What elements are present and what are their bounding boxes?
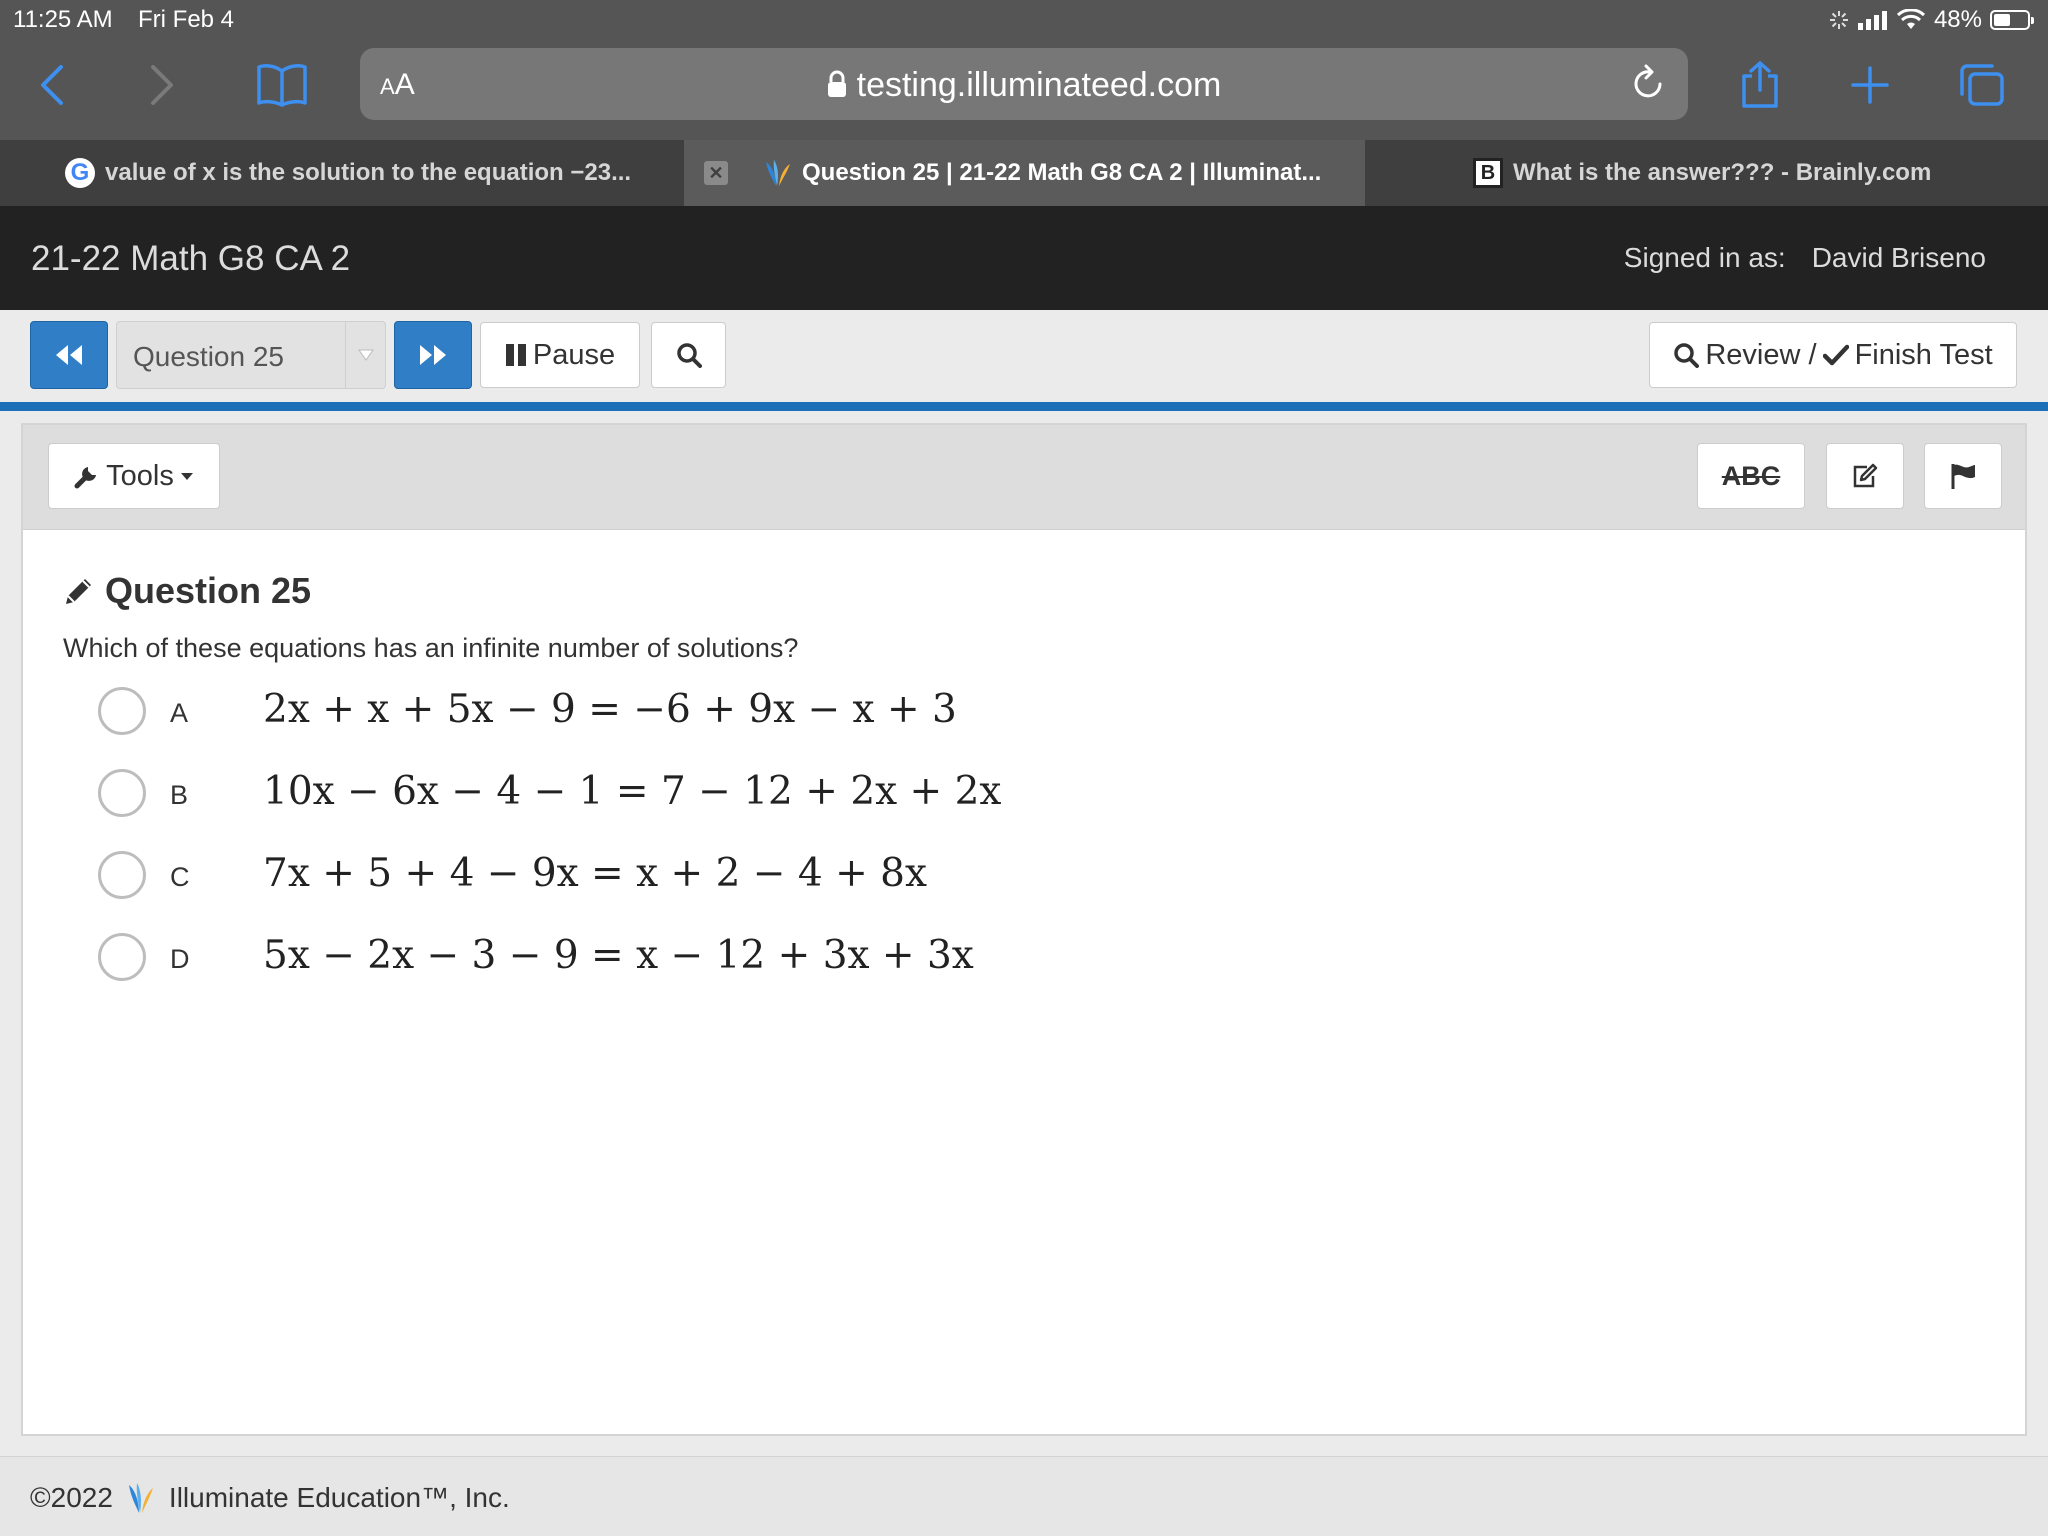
edit-icon — [1851, 463, 1879, 489]
pause-icon — [505, 343, 527, 367]
choice-equation: 2x + x + 5x − 9 = −6 + 9x − x + 3 — [263, 687, 957, 732]
question-nav-bar — [0, 310, 2048, 402]
battery-percent: 48% — [1933, 6, 1982, 33]
question-prompt: Which of these equations has an infinite number of solutions? — [63, 633, 799, 663]
address-bar[interactable] — [360, 48, 1688, 120]
tools-label: Tools — [106, 459, 174, 492]
activity-icon — [1828, 9, 1850, 31]
abc-strikethrough-icon: ABC — [1721, 460, 1781, 491]
tab-label: Question 25 | 21-22 Math G8 CA 2 | Illuminat... — [802, 159, 1322, 186]
next-question-button[interactable] — [394, 321, 472, 389]
answer-choice-c[interactable] — [98, 845, 1098, 905]
answer-choice-d[interactable] — [98, 927, 1098, 987]
answer-choice-a[interactable] — [98, 681, 1098, 741]
question-select[interactable] — [116, 321, 386, 389]
choice-equation: 7x + 5 + 4 − 9x = x + 2 − 4 + 8x — [263, 851, 927, 896]
wrench-icon — [74, 463, 100, 489]
book-icon — [256, 63, 308, 107]
radio-button[interactable] — [98, 851, 146, 899]
status-date: Fri Feb 4 — [138, 6, 235, 33]
tools-bar — [23, 425, 2025, 530]
tab-label: What is the answer??? - Brainly.com — [1513, 159, 1932, 186]
url-text: testing.illuminateed.com — [856, 66, 1222, 104]
question-panel — [21, 423, 2027, 1436]
new-tab-button[interactable] — [1840, 60, 1900, 110]
google-icon: G — [65, 158, 95, 188]
chevron-left-icon — [37, 63, 67, 107]
choice-equation: 5x − 2x − 3 − 9 = x − 12 + 3x + 3x — [263, 933, 974, 978]
page-footer — [0, 1456, 2048, 1536]
search-icon — [1673, 342, 1699, 368]
caret-down-icon — [345, 322, 385, 388]
choice-equation: 10x − 6x − 4 − 1 = 7 − 12 + 2x + 2x — [263, 769, 1002, 814]
pause-label: Pause — [532, 338, 616, 371]
tab-label: value of x is the solution to the equation −23... — [105, 159, 632, 186]
pencil-icon — [63, 575, 95, 607]
illuminate-logo-icon — [764, 158, 792, 188]
company-name: Illuminate Education™, Inc. — [168, 1482, 510, 1513]
illuminate-logo-icon — [127, 1481, 155, 1515]
forward-button[interactable] — [132, 60, 192, 110]
fast-backward-icon — [54, 343, 84, 367]
bookmarks-button[interactable] — [252, 60, 312, 110]
review-finish-button[interactable] — [1649, 322, 2017, 388]
tabs-overview-button[interactable] — [1952, 60, 2012, 110]
check-icon — [1823, 344, 1849, 366]
wifi-icon — [1896, 9, 1926, 31]
tab-google-search[interactable] — [65, 140, 685, 206]
flag-icon — [1949, 462, 1977, 490]
app-header — [0, 206, 2048, 310]
question-title: Question 25 — [105, 570, 312, 611]
question-select-value: Question 25 — [133, 341, 284, 372]
answer-choice-b[interactable] — [98, 763, 1098, 823]
copyright-year: ©2022 — [30, 1482, 113, 1513]
progress-divider — [0, 402, 2048, 411]
tab-bar — [0, 140, 2048, 206]
browser-toolbar — [0, 40, 2048, 140]
tab-brainly[interactable] — [1473, 140, 2033, 206]
signed-in-info — [1624, 242, 1986, 274]
flag-question-button[interactable] — [1924, 443, 2002, 509]
status-right — [1828, 6, 2030, 34]
tab-illuminate-active[interactable] — [684, 140, 1365, 206]
choice-letter: C — [170, 862, 190, 892]
notepad-button[interactable] — [1826, 443, 1904, 509]
reload-icon[interactable] — [1630, 64, 1666, 102]
lock-icon — [827, 70, 847, 98]
search-icon — [676, 342, 702, 368]
caret-down-icon — [180, 471, 194, 481]
radio-button[interactable] — [98, 933, 146, 981]
back-button[interactable] — [22, 60, 82, 110]
user-name: David Briseno — [1811, 242, 1986, 273]
tools-dropdown-button[interactable] — [48, 443, 220, 509]
fast-forward-icon — [418, 343, 448, 367]
answer-eliminator-button[interactable] — [1697, 443, 1805, 509]
radio-button[interactable] — [98, 769, 146, 817]
brainly-icon: B — [1473, 158, 1503, 188]
previous-question-button[interactable] — [30, 321, 108, 389]
close-tab-icon[interactable]: ✕ — [704, 161, 728, 185]
cellular-signal-icon — [1858, 10, 1888, 30]
test-title: 21-22 Math G8 CA 2 — [31, 239, 351, 278]
finish-label: Finish Test — [1854, 338, 1993, 371]
search-button[interactable] — [651, 322, 726, 388]
share-icon — [1738, 60, 1782, 110]
text-size-button[interactable]: AA — [380, 68, 415, 101]
question-heading — [63, 570, 311, 612]
choice-letter: B — [170, 780, 189, 810]
status-time: 11:25 AM — [13, 6, 113, 33]
status-bar — [0, 0, 2048, 40]
chevron-right-icon — [147, 63, 177, 107]
choice-letter: A — [170, 698, 189, 728]
plus-icon — [1850, 65, 1890, 105]
choice-letter: D — [170, 944, 190, 974]
review-label: Review / — [1705, 338, 1817, 371]
battery-icon — [1990, 10, 2030, 30]
signed-in-label: Signed in as: — [1623, 242, 1786, 273]
share-button[interactable] — [1730, 60, 1790, 110]
tabs-icon — [1958, 62, 2006, 108]
radio-button[interactable] — [98, 687, 146, 735]
pause-button[interactable] — [480, 322, 640, 388]
